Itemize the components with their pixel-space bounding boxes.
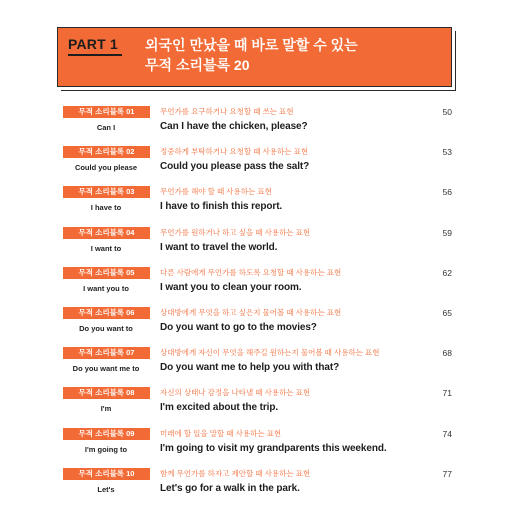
part-underline bbox=[68, 54, 122, 56]
entry-page-number: 62 bbox=[442, 267, 452, 278]
entry-description: 무언가를 해야 할 때 사용하는 표현 bbox=[160, 187, 272, 197]
entry-description: 정중하게 부탁하거나 요청할 때 사용하는 표현 bbox=[160, 147, 309, 157]
entry-tag: 무적 소리블록 08 bbox=[63, 387, 150, 399]
entry-key-phrase: I want to bbox=[90, 243, 122, 253]
entry-tag: 무적 소리블록 04 bbox=[63, 227, 150, 239]
header-banner bbox=[57, 27, 452, 87]
entry-key-phrase: Could you please bbox=[74, 163, 138, 173]
entry-description: 다른 사람에게 무언가를 하도록 요청할 때 사용하는 표현 bbox=[160, 267, 342, 277]
toc-entry[interactable] bbox=[62, 144, 462, 184]
entry-page-number: 74 bbox=[442, 428, 452, 439]
entry-key-phrase: Let's bbox=[97, 484, 115, 494]
entry-page-number: 68 bbox=[442, 348, 452, 359]
entry-description: 무언가를 요구하거나 요청할 때 쓰는 표현 bbox=[160, 107, 294, 116]
entry-example-sentence: I have to finish this report. bbox=[160, 201, 283, 213]
entry-page-number: 65 bbox=[442, 308, 452, 318]
entry-description: 함께 무언가를 하자고 제안할 때 사용하는 표현 bbox=[160, 468, 311, 478]
entry-page-number: 59 bbox=[442, 227, 452, 238]
banner-title-line-1: 외국인 만났을 때 바로 말할 수 있는 bbox=[145, 37, 358, 53]
entry-tag: 무적 소리블록 06 bbox=[63, 307, 150, 319]
entry-tag: 무적 소리블록 05 bbox=[63, 267, 150, 279]
entry-example-sentence: I want to travel the world. bbox=[160, 241, 278, 253]
entry-example-sentence: Do you want me to help you with that? bbox=[160, 362, 340, 374]
entry-description: 상대방에게 자신이 무엇을 해주길 원하는지 물어볼 때 사용하는 표현 bbox=[160, 348, 380, 358]
entry-example-sentence: I want you to clean your room. bbox=[160, 281, 302, 293]
toc-entry[interactable] bbox=[62, 345, 462, 385]
entry-description: 상대방에게 무엇을 하고 싶은지 물어볼 때 사용하는 표현 bbox=[160, 308, 342, 317]
entry-description: 미래에 할 일을 말할 때 사용하는 표현 bbox=[160, 428, 282, 438]
banner-title bbox=[145, 35, 358, 75]
entry-example-sentence: Could you please pass the salt? bbox=[160, 161, 310, 173]
entry-example-sentence: Can I have the chicken, please? bbox=[160, 121, 308, 132]
entry-key-phrase: I'm going to bbox=[84, 444, 128, 454]
entry-tag: 무적 소리블록 01 bbox=[63, 106, 150, 118]
toc-entry[interactable] bbox=[62, 305, 462, 345]
toc-entry[interactable] bbox=[62, 385, 462, 425]
entry-tag: 무적 소리블록 10 bbox=[63, 468, 150, 480]
toc-entry[interactable] bbox=[62, 184, 462, 224]
entry-tag: 무적 소리블록 07 bbox=[63, 347, 150, 359]
entry-example-sentence: Do you want to go to the movies? bbox=[160, 322, 317, 333]
entry-page-number: 77 bbox=[442, 468, 452, 479]
part-label: PART 1 bbox=[68, 36, 118, 52]
toc-entry[interactable] bbox=[62, 265, 462, 305]
entry-page-number: 53 bbox=[442, 147, 452, 158]
entry-tag: 무적 소리블록 02 bbox=[63, 146, 150, 158]
toc-entry[interactable] bbox=[62, 466, 462, 506]
entry-key-phrase: Do you want to bbox=[79, 324, 133, 333]
entry-tag: 무적 소리블록 03 bbox=[63, 186, 150, 198]
banner-title-line-2: 무적 소리블록 20 bbox=[145, 57, 250, 73]
entry-key-phrase: Do you want me to bbox=[72, 364, 140, 374]
entry-key-phrase: Can I bbox=[96, 123, 116, 132]
entry-page-number: 50 bbox=[442, 107, 452, 117]
entry-example-sentence: Let's go for a walk in the park. bbox=[160, 482, 300, 494]
entry-page-number: 56 bbox=[442, 187, 452, 198]
entry-example-sentence: I'm going to visit my grandparents this weekend. bbox=[160, 442, 387, 454]
entry-key-phrase: I want you to bbox=[83, 283, 129, 293]
toc-entry[interactable] bbox=[62, 426, 462, 466]
entry-description: 무언가를 원하거나 하고 싶을 때 사용하는 표현 bbox=[160, 227, 311, 237]
entry-key-phrase: I'm bbox=[100, 404, 112, 414]
entry-example-sentence: I'm excited about the trip. bbox=[160, 402, 279, 414]
toc-entry[interactable] bbox=[62, 225, 462, 265]
toc-entry[interactable] bbox=[62, 104, 462, 144]
entry-description: 자신의 상태나 감정을 나타낼 때 사용하는 표현 bbox=[160, 388, 311, 398]
entry-tag: 무적 소리블록 09 bbox=[63, 428, 150, 440]
entry-page-number: 71 bbox=[442, 388, 452, 399]
entry-key-phrase: I have to bbox=[90, 203, 122, 213]
